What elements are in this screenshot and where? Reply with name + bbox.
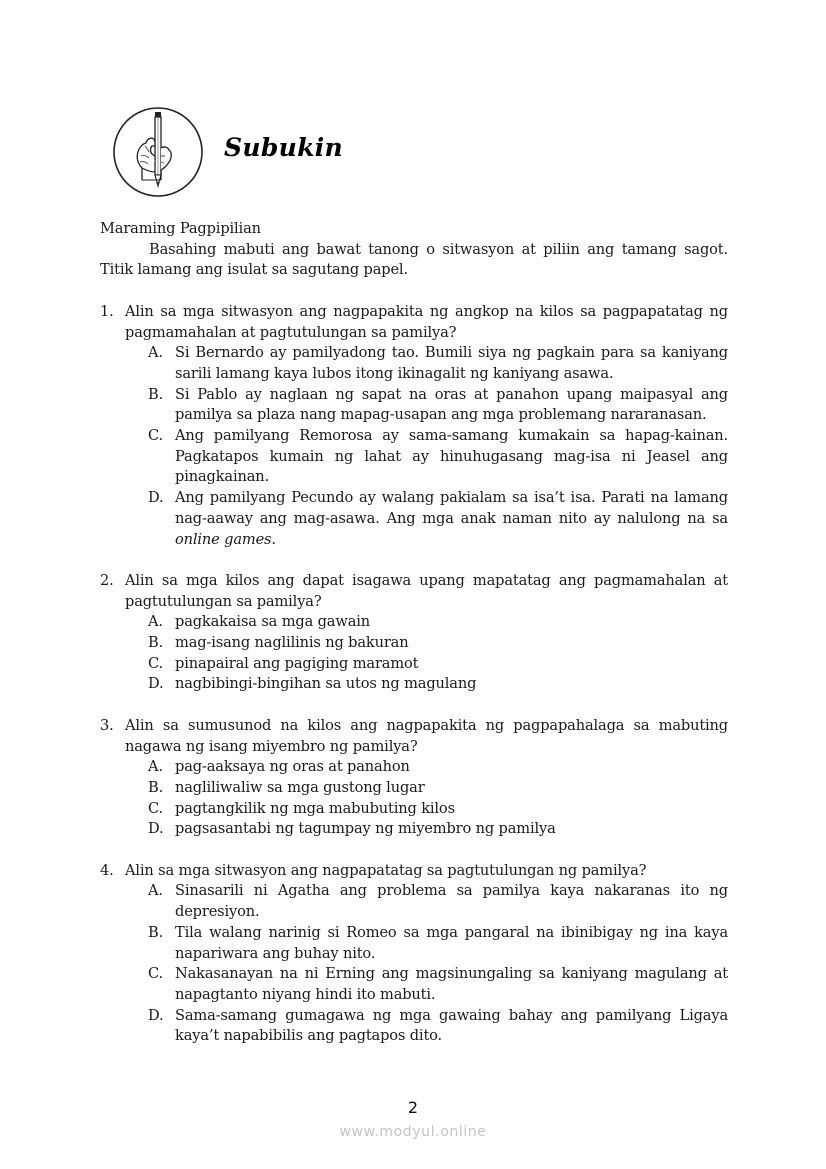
choice-letter: C. xyxy=(148,799,163,817)
question-item xyxy=(100,571,728,695)
choice-option xyxy=(148,1006,728,1047)
choice-text xyxy=(175,757,728,778)
choice-text xyxy=(175,654,728,675)
question-number: 1. xyxy=(100,302,114,320)
choice-option xyxy=(148,964,728,1005)
choice-letter: D. xyxy=(148,1006,164,1024)
choice-letter: A. xyxy=(148,758,163,776)
question-stem xyxy=(100,716,728,757)
choice-text xyxy=(175,1006,728,1047)
choice-text-main: Si Bernardo ay pamilyadong tao. Bumili siya ng pagkain para sa kaniyang sarili lamang kaya lubos itong ikinagalit ng kaniyang asawa. xyxy=(175,344,728,382)
choice-text xyxy=(175,612,728,633)
choice-text xyxy=(175,488,728,550)
question-text: Alin sa sumusunod na kilos ang nagpapakita ng pagpapahalaga sa mabuting nagawa ng isang miyembro ng pamilya? xyxy=(125,716,728,755)
choice-option xyxy=(148,654,728,675)
question-stem xyxy=(100,302,728,343)
choice-text-main: pinapairal ang pagiging maramot xyxy=(175,654,419,672)
instructions: Basahing mabuti ang bawat tanong o sitwasyon at piliin ang tamang sagot. Titik lamang ang isulat sa sagutang papel. xyxy=(100,240,728,279)
choice-option xyxy=(148,612,728,633)
choice-list xyxy=(148,757,728,840)
choice-option xyxy=(148,633,728,654)
choice-option xyxy=(148,426,728,488)
choice-letter: A. xyxy=(148,882,163,900)
section-header xyxy=(112,106,204,198)
choice-text-main: pagkakaisa sa mga gawain xyxy=(175,613,371,631)
choice-text xyxy=(175,799,728,820)
choice-text-main: Ang pamilyang Remorosa ay sama-samang kumakain sa hapag-kainan. Pagkatapos kumain ng lahat ay hinuhugasang mag-isa ni Jeasel ang pinagkainan. xyxy=(175,427,728,486)
page-number: 2 xyxy=(407,1098,419,1117)
choice-letter: D. xyxy=(148,820,164,838)
choice-text xyxy=(175,385,728,426)
choice-text xyxy=(175,881,728,922)
question-item xyxy=(100,716,728,840)
choice-text xyxy=(175,343,728,384)
choice-text xyxy=(175,426,728,488)
choice-text-italic: online games xyxy=(175,530,272,548)
choice-text xyxy=(175,923,728,964)
question-item xyxy=(100,861,728,1047)
question-number: 3. xyxy=(100,716,114,734)
choice-text-main: Sama-samang gumagawa ng mga gawaing bahay ang pamilyang Ligaya kaya’t napabibilis ang pagtapos dito. xyxy=(175,1006,728,1045)
choice-text-main: mag-isang naglilinis ng bakuran xyxy=(175,634,409,652)
choice-option xyxy=(148,757,728,778)
choice-option xyxy=(148,778,728,799)
choice-text xyxy=(175,778,728,799)
question-text: Alin sa mga sitwasyon ang nagpapakita ng angkop na kilos sa pagpapatatag ng pagmamahalan at pagtutulungan sa pamilya? xyxy=(125,302,728,341)
choice-option xyxy=(148,819,728,840)
worksheet-content xyxy=(100,219,728,1047)
question-stem xyxy=(100,861,728,882)
question-number: 2. xyxy=(100,571,114,589)
choice-list xyxy=(148,881,728,1047)
choice-text-main: Si Pablo ay naglaan ng sapat na oras at panahon upang maipasyal ang pamilya sa plaza nang mapag-usapan ang mga problemang nararanasan. xyxy=(175,385,728,424)
choice-text-main: pagsasantabi ng tagumpay ng miyembro ng pamilya xyxy=(175,820,556,838)
choice-option xyxy=(148,799,728,820)
choice-text-punct: . xyxy=(271,530,276,548)
choice-letter: B. xyxy=(148,385,164,403)
choice-text-main: pag-aaksaya ng oras at panahon xyxy=(175,758,410,776)
choice-text xyxy=(175,633,728,654)
choice-list xyxy=(148,343,728,550)
choice-letter: B. xyxy=(148,923,164,941)
choice-option xyxy=(148,923,728,964)
choice-option xyxy=(148,881,728,922)
choice-letter: D. xyxy=(148,675,164,693)
choice-text-main: pagtangkilik ng mga mabubuting kilos xyxy=(175,799,455,817)
choice-text-main: Tila walang narinig si Romeo sa mga pangaral na ibinibigay ng ina kaya napariwara ang buhay nito. xyxy=(175,923,728,962)
choice-letter: C. xyxy=(148,965,163,983)
watermark: www.modyul.online xyxy=(339,1124,487,1140)
choice-text xyxy=(175,674,728,695)
choice-letter: B. xyxy=(148,634,164,652)
choice-text-main: nagliliwaliw sa mga gustong lugar xyxy=(175,778,425,796)
choice-option xyxy=(148,674,728,695)
choice-text-main: nagbibingi-bingihan sa utos ng magulang xyxy=(175,675,477,693)
question-list xyxy=(100,302,728,1047)
question-text: Alin sa mga sitwasyon ang nagpapatatag sa pagtutulungan ng pamilya? xyxy=(125,861,647,879)
choice-text xyxy=(175,964,728,1005)
choice-text-main: Ang pamilyang Pecundo ay walang pakialam sa isa’t isa. Parati na lamang nag-aaway ang mag-asawa. Ang mga anak naman nito ay nalulong na sa xyxy=(175,489,728,527)
question-text: Alin sa mga kilos ang dapat isagawa upang mapatatag ang pagmamahalan at pagtutulungan sa pamilya? xyxy=(125,571,728,610)
question-number: 4. xyxy=(100,861,114,879)
choice-letter: D. xyxy=(148,489,164,507)
choice-list xyxy=(148,612,728,695)
choice-text xyxy=(175,819,728,840)
choice-text-main: Nakasanayan na ni Erning ang magsinungaling sa kaniyang magulang at napagtanto niyang hindi ito mabuti. xyxy=(175,965,728,1003)
question-stem xyxy=(100,571,728,612)
choice-option xyxy=(148,488,728,550)
choice-text-main: Sinasarili ni Agatha ang problema sa pamilya kaya nakaranas ito ng depresiyon. xyxy=(175,882,728,921)
choice-letter: A. xyxy=(148,344,163,362)
choice-option xyxy=(148,385,728,426)
question-item xyxy=(100,302,728,550)
choice-option xyxy=(148,343,728,384)
choice-letter: B. xyxy=(148,778,164,796)
choice-letter: A. xyxy=(148,613,163,631)
section-title: Subukin xyxy=(224,133,343,162)
hand-holding-pencil-icon xyxy=(112,106,204,198)
choice-letter: C. xyxy=(148,654,163,672)
choice-letter: C. xyxy=(148,427,163,445)
test-type-heading: Maraming Pagpipilian xyxy=(100,220,261,237)
